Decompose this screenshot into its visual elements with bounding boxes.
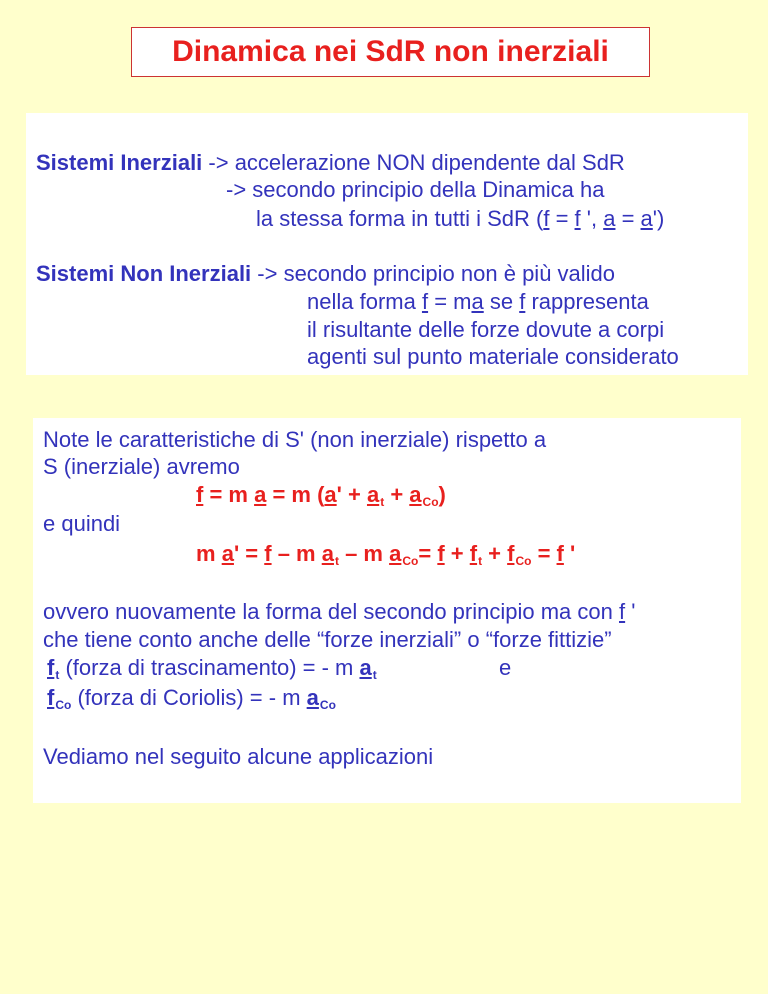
symbol-a-prime: a bbox=[221, 541, 234, 566]
symbol-f: f bbox=[196, 482, 204, 507]
noninertial-line-3: il risultante delle forze dovute a corpi bbox=[307, 317, 665, 342]
subscript-t: t bbox=[372, 668, 377, 682]
eq1-part: = m bbox=[203, 482, 255, 507]
subscript-co: Co bbox=[515, 554, 532, 568]
symbol-a-co: a bbox=[389, 541, 402, 566]
noninertial-line-4: agenti sul punto materiale considerato bbox=[307, 344, 679, 369]
symbol-f-t: f bbox=[469, 541, 478, 566]
symbol-a: a bbox=[254, 482, 267, 507]
subscript-t: t bbox=[380, 495, 385, 509]
equation-1 bbox=[196, 481, 446, 517]
noninertial-heading: Sistemi Non Inerziali bbox=[36, 261, 252, 286]
inertial-heading: Sistemi Inerziali bbox=[36, 150, 203, 175]
eq2-part: + bbox=[444, 541, 470, 566]
symbol-f: f bbox=[619, 599, 626, 624]
symbol-f-t: f bbox=[47, 655, 55, 680]
symbol-f: f bbox=[543, 206, 550, 231]
equation-2 bbox=[196, 540, 575, 576]
notes-line-2: S (inerziale) avremo bbox=[43, 454, 240, 479]
notes-line4-post: ' bbox=[625, 599, 636, 624]
eq2-part: m bbox=[196, 541, 222, 566]
inertial-line3-post: ') bbox=[652, 206, 665, 231]
inertial-line3-mid: ', bbox=[580, 206, 604, 231]
symbol-a-prime: a bbox=[324, 482, 337, 507]
symbol-a-prime: a bbox=[640, 206, 653, 231]
notes-line-8: Vediamo nel seguito alcune applicazioni bbox=[43, 744, 434, 769]
notes-line-3: e quindi bbox=[43, 511, 121, 536]
symbol-a-co: a bbox=[409, 482, 422, 507]
subscript-co: Co bbox=[319, 698, 336, 712]
symbol-f-prime: f bbox=[556, 541, 564, 566]
eq1-part: = m ( bbox=[266, 482, 325, 507]
subscript-co: Co bbox=[422, 495, 439, 509]
noninertial-line-2 bbox=[307, 288, 649, 316]
notes-line-7 bbox=[47, 684, 336, 720]
symbol-f: f bbox=[264, 541, 272, 566]
page-title: Dinamica nei SdR non inerziali bbox=[172, 35, 609, 68]
notes-line4-text: ovvero nuovamente la forma del secondo principio ma con bbox=[43, 599, 619, 624]
notes-line6-e: e bbox=[499, 655, 512, 680]
eq1-part: ) bbox=[438, 482, 446, 507]
inertial-line-3 bbox=[256, 205, 664, 233]
noninertial-line2-mid1: = m bbox=[428, 289, 472, 314]
notes-line6-text: (forza di trascinamento) = - m bbox=[59, 655, 360, 680]
inertial-systems-panel bbox=[26, 113, 748, 375]
eq2-part: – m bbox=[338, 541, 390, 566]
eq2-part: – m bbox=[271, 541, 322, 566]
symbol-f-prime: f bbox=[574, 206, 581, 231]
noninertial-line1-text: -> secondo principio non è più valido bbox=[251, 261, 616, 286]
subscript-t: t bbox=[55, 668, 60, 682]
symbol-f-co: f bbox=[507, 541, 515, 566]
eq2-part: ' bbox=[563, 541, 576, 566]
noninertial-line2-pre: nella forma bbox=[307, 289, 422, 314]
notes-line-4 bbox=[43, 598, 635, 626]
symbol-f-co: f bbox=[47, 685, 55, 710]
subscript-t: t bbox=[334, 554, 339, 568]
symbol-a-t: a bbox=[321, 541, 334, 566]
subscript-co: Co bbox=[55, 698, 72, 712]
symbol-a: a bbox=[471, 289, 484, 314]
noninertial-line-1 bbox=[36, 260, 615, 288]
subscript-t: t bbox=[478, 554, 483, 568]
eq2-part: ' = bbox=[233, 541, 265, 566]
symbol-f: f bbox=[421, 289, 429, 314]
notes-line7-text: (forza di Coriolis) = - m bbox=[71, 685, 307, 710]
eq1-part: + bbox=[384, 482, 410, 507]
symbol-f: f bbox=[519, 289, 526, 314]
inertial-line3-eq1: = bbox=[549, 206, 575, 231]
inertial-line-2: -> secondo principio della Dinamica ha bbox=[226, 177, 605, 202]
eq2-part: + bbox=[482, 541, 508, 566]
eq1-part: ' + bbox=[336, 482, 367, 507]
symbol-f: f bbox=[437, 541, 445, 566]
non-inertial-notes-panel bbox=[33, 418, 741, 803]
inertial-line3-eq2: = bbox=[615, 206, 641, 231]
symbol-a-t: a bbox=[366, 482, 380, 507]
noninertial-line2-mid2: se bbox=[483, 289, 520, 314]
eq2-part: = bbox=[531, 541, 557, 566]
inertial-line1-text: -> accelerazione NON dipendente dal SdR bbox=[202, 150, 625, 175]
symbol-a-t: a bbox=[359, 655, 372, 680]
title-box bbox=[131, 27, 650, 77]
symbol-a: a bbox=[603, 206, 616, 231]
inertial-line3-pre: la stessa forma in tutti i SdR ( bbox=[256, 206, 544, 231]
symbol-a-co: a bbox=[306, 685, 319, 710]
subscript-co: Co bbox=[402, 554, 419, 568]
eq2-part: = bbox=[418, 541, 438, 566]
notes-line-5: che tiene conto anche delle “forze inerziali” o “forze fittizie” bbox=[43, 627, 612, 652]
inertial-line-1 bbox=[36, 149, 625, 177]
noninertial-line2-post: rappresenta bbox=[525, 289, 649, 314]
notes-line-1: Note le caratteristiche di S' (non inerziale) rispetto a bbox=[43, 427, 547, 452]
